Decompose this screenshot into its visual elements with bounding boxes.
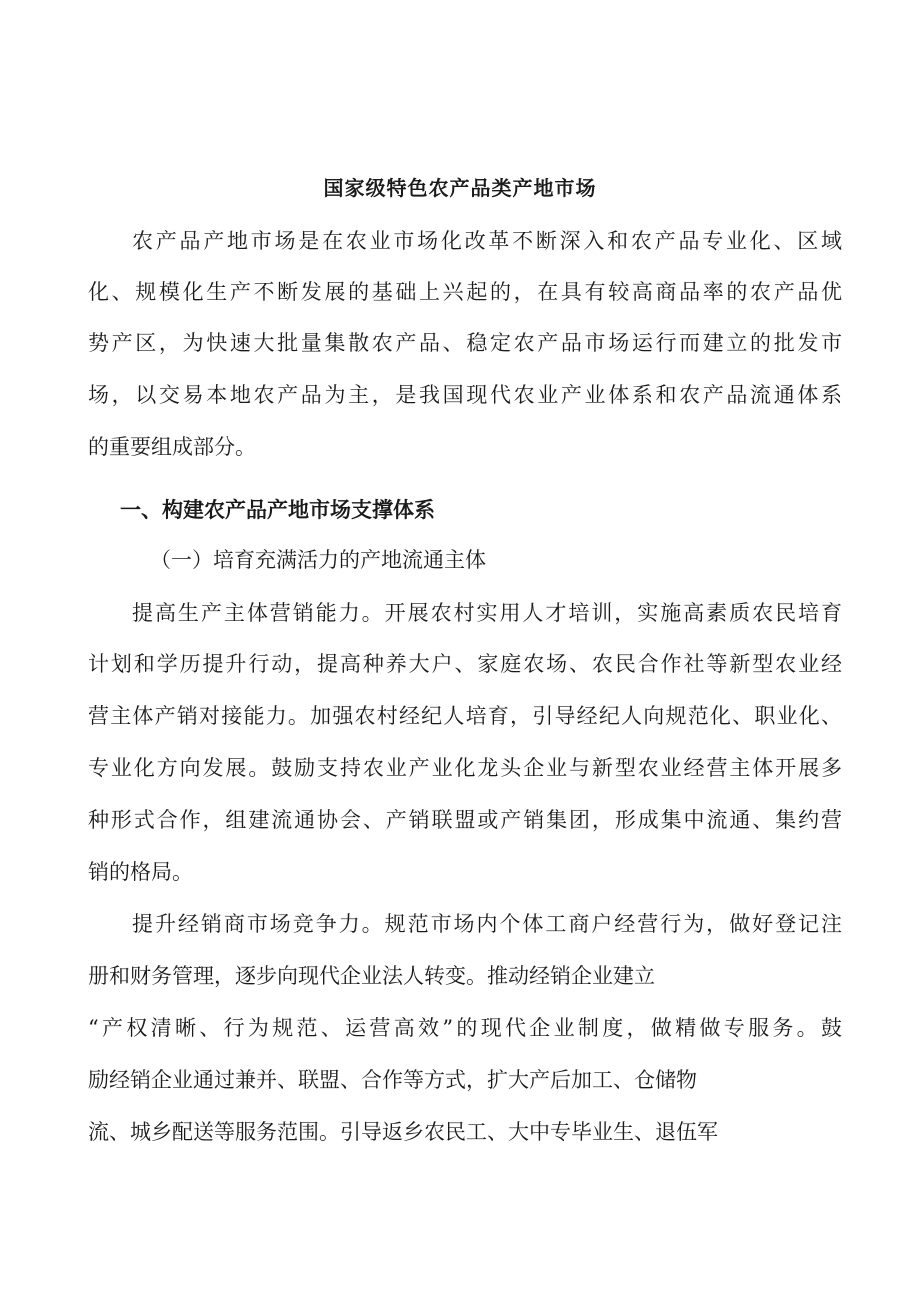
paragraph1-line-4: 专业化方向发展。鼓励支持农业产业化龙头企业与新型农业经营主体开展多 xyxy=(88,756,842,780)
paragraph2-line-3: “产权清晰、行为规范、运营高效”的现代企业制度，做精做专服务。鼓 xyxy=(88,1016,842,1040)
paragraph1-line-2: 计划和学历提升行动，提高种养大户、家庭农场、农民合作社等新型农业经 xyxy=(88,652,842,676)
paragraph2-line-4: 励经销企业通过兼并、联盟、合作等方式，扩大产后加工、仓储物 xyxy=(88,1068,697,1092)
document-title: 国家级特色农产品类产地市场 xyxy=(323,176,597,200)
paragraph1-line-6: 销的格局。 xyxy=(88,860,193,884)
section-heading: 一、构建农产品产地市场支撑体系 xyxy=(120,497,435,522)
paragraph2-line-1: 提升经销商市场竞争力。规范市场内个体工商户经营行为，做好登记注 xyxy=(132,912,842,936)
subsection-heading: （一）培育充满活力的产地流通主体 xyxy=(150,548,486,572)
intro-line-1: 农产品产地市场是在农业市场化改革不断深入和农产品专业化、区域 xyxy=(132,229,842,253)
intro-line-2: 化、规模化生产不断发展的基础上兴起的，在具有较高商品率的农产品优 xyxy=(88,280,842,304)
paragraph1-line-3: 营主体产销对接能力。加强农村经纪人培育，引导经纪人向规范化、职业化、 xyxy=(88,704,842,728)
paragraph2-line-5: 流、城乡配送等服务范围。引导返乡农民工、大中专毕业生、退伍军 xyxy=(88,1120,718,1144)
paragraph1-line-5: 种形式合作，组建流通协会、产销联盟或产销集团，形成集中流通、集约营 xyxy=(88,808,842,832)
intro-line-4: 场，以交易本地农产品为主，是我国现代农业产业体系和农产品流通体系 xyxy=(88,383,842,407)
intro-line-3: 势产区，为快速大批量集散农产品、稳定农产品市场运行而建立的批发市 xyxy=(88,331,842,355)
intro-line-5: 的重要组成部分。 xyxy=(88,435,256,459)
paragraph2-line-2: 册和财务管理，逐步向现代企业法人转变。推动经销企业建立 xyxy=(88,964,655,988)
paragraph1-line-1: 提高生产主体营销能力。开展农村实用人才培训，实施高素质农民培育 xyxy=(132,601,842,625)
